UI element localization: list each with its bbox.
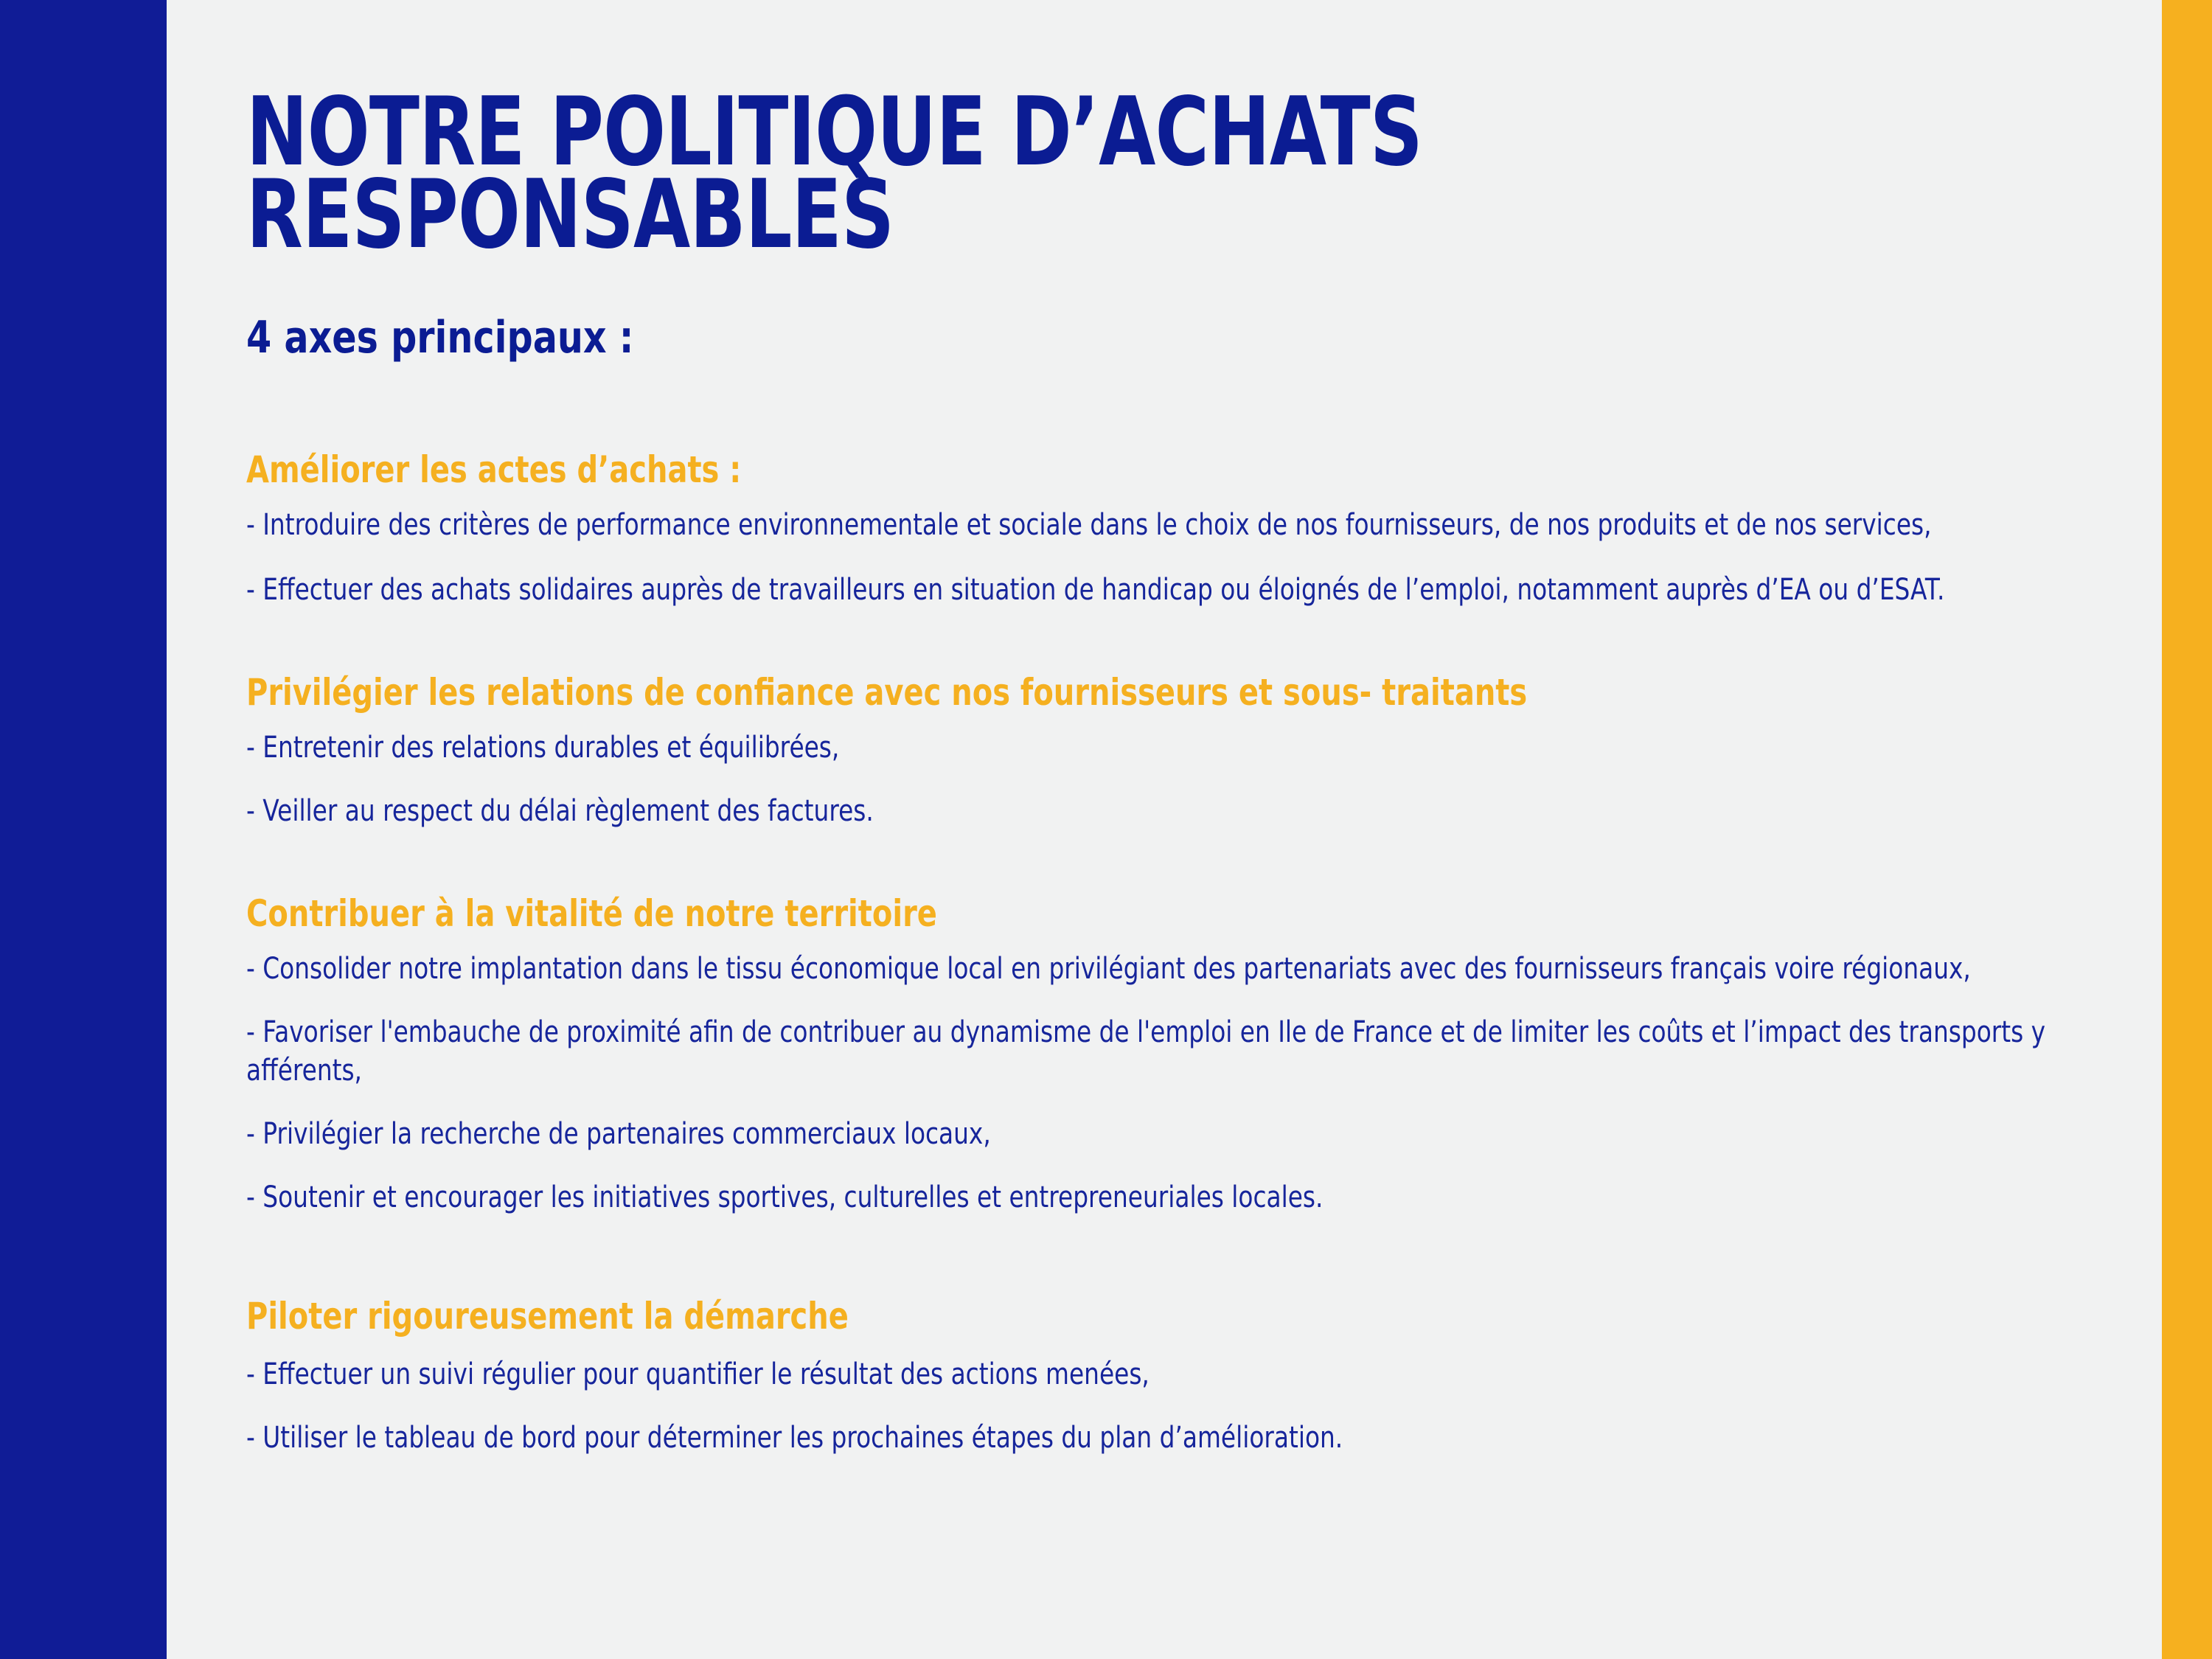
list-item: - Effectuer un suivi régulier pour quantifier le résultat des actions menées, bbox=[246, 1357, 1150, 1391]
sections-list bbox=[246, 450, 2134, 1457]
section-bullets bbox=[246, 1355, 2134, 1457]
page-subtitle: 4 axes principaux : bbox=[246, 312, 634, 364]
section-bullets bbox=[246, 728, 2134, 830]
slide-content bbox=[246, 0, 2119, 1659]
page-title-line-2: RESPONSABLES bbox=[246, 160, 894, 271]
list-item: - Utiliser le tableau de bord pour déterminer les prochaines étapes du plan d’amélioration. bbox=[246, 1421, 1343, 1455]
section-privilegier-les-relations-de-confiance bbox=[246, 672, 2134, 830]
section-heading: Privilégier les relations de confiance avec nos fournisseurs et sous- traitants bbox=[246, 671, 1528, 714]
page-title-line-1: NOTRE POLITIQUE D’ACHATS bbox=[246, 77, 1423, 187]
section-heading: Piloter rigoureusement la démarche bbox=[246, 1295, 849, 1338]
right-accent-bar bbox=[2162, 0, 2212, 1659]
list-item: - Soutenir et encourager les initiatives sportives, culturelles et entrepreneuriales locales. bbox=[246, 1180, 1324, 1214]
section-heading: Améliorer les actes d’achats : bbox=[246, 448, 742, 491]
section-piloter-rigoureusement-la-demarche bbox=[246, 1296, 2134, 1457]
page-title bbox=[246, 77, 1454, 271]
list-item: - Privilégier la recherche de partenaires commerciaux locaux, bbox=[246, 1117, 991, 1151]
list-item: - Consolider notre implantation dans le tissu économique local en privilégiant des partenariats avec des fournisseurs français voire régionaux, bbox=[246, 952, 1971, 986]
section-ameliorer-les-actes-dachats bbox=[246, 450, 2134, 609]
section-bullets bbox=[246, 506, 2134, 609]
list-item: - Introduire des critères de performance environnementale et sociale dans le choix de nos fournisseurs, de nos produits et de nos services, bbox=[246, 508, 1932, 542]
list-item: - Entretenir des relations durables et équilibrées, bbox=[246, 731, 840, 765]
section-contribuer-a-la-vitalite-du-territoire bbox=[246, 894, 2134, 1217]
section-heading: Contribuer à la vitalité de notre territoire bbox=[246, 892, 937, 935]
left-accent-bar bbox=[0, 0, 167, 1659]
list-item: - Veiller au respect du délai règlement des factures. bbox=[246, 794, 874, 828]
list-item: - Favoriser l'embauche de proximité afin de contribuer au dynamisme de l'emploi en Ile de France et de limiter les coûts et l’impact des transports y afférents, bbox=[246, 1015, 2046, 1088]
section-bullets bbox=[246, 950, 2134, 1217]
list-item: - Effectuer des achats solidaires auprès de travailleurs en situation de handicap ou éloignés de l’emploi, notamment auprès d’EA ou d’ESAT. bbox=[246, 573, 1945, 607]
